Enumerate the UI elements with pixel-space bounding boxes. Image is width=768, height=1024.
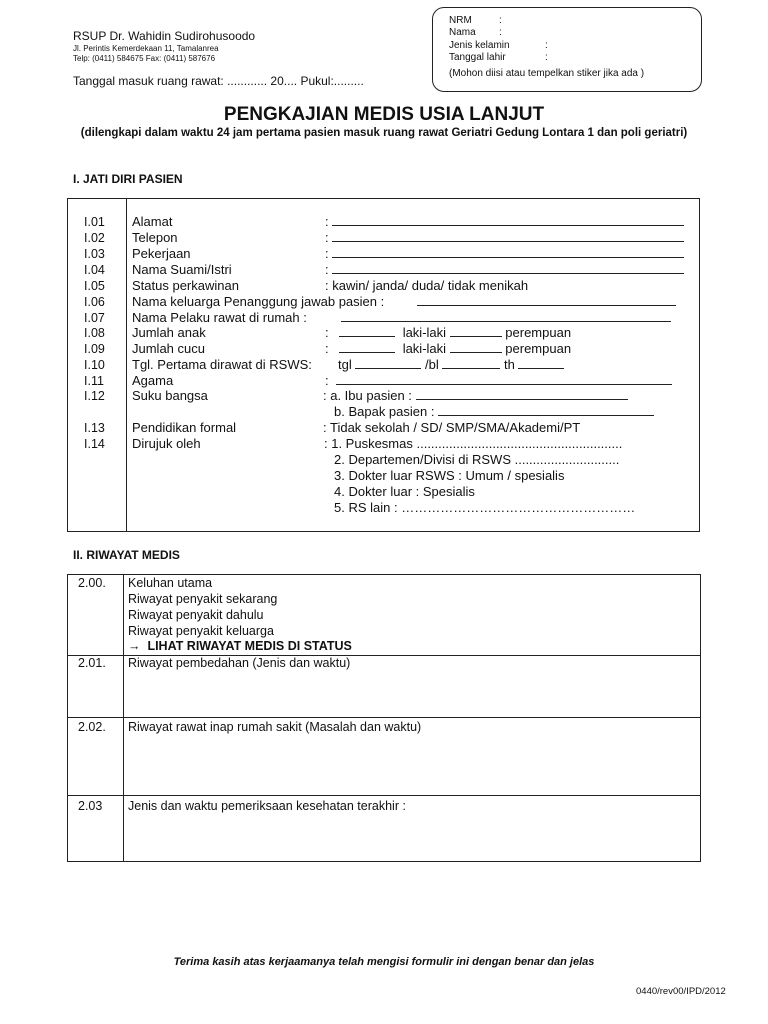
jenis-kelamin-label: Jenis kelamin bbox=[449, 40, 510, 51]
keluhan-utama: Keluhan utama bbox=[128, 576, 213, 590]
hospital-phone: Telp: (0411) 584675 Fax: (0411) 587676 bbox=[73, 54, 216, 63]
hospital-name: RSUP Dr. Wahidin Sudirohusoodo bbox=[73, 29, 256, 43]
document-number: 0440/rev00/IPD/2012 bbox=[636, 986, 726, 997]
jenis-kelamin-colon: : bbox=[545, 40, 548, 51]
pemeriksaan-terakhir[interactable]: Jenis dan waktu pemeriksaan kesehatan terakhir : bbox=[128, 799, 406, 813]
agama-field[interactable]: : bbox=[325, 373, 672, 388]
nama-label: Nama bbox=[449, 27, 476, 38]
riwayat-pembedahan[interactable]: Riwayat pembedahan (Jenis dan waktu) bbox=[128, 656, 351, 670]
row-code: I.09 bbox=[84, 342, 105, 356]
penanggung-jawab-field[interactable] bbox=[417, 294, 676, 309]
suku-ibu-field[interactable]: : a. Ibu pasien : bbox=[323, 388, 628, 403]
hospital-address: Jl. Perintis Kemerdekaan 11, Tamalanrea bbox=[73, 44, 219, 53]
row-code: I.06 bbox=[84, 295, 105, 309]
suami-istri-field[interactable]: : bbox=[325, 262, 684, 277]
suami-istri-label: Nama Suami/Istri bbox=[132, 262, 232, 277]
lihat-status-note: → LIHAT RIWAYAT MEDIS DI STATUS bbox=[128, 639, 352, 653]
row-code: 2.03 bbox=[78, 799, 103, 813]
form-title: PENGKAJIAN MEDIS USIA LANJUT bbox=[223, 104, 545, 125]
alamat-field[interactable]: : bbox=[325, 214, 684, 229]
admission-date-line: Tanggal masuk ruang rawat: ............ 20.... Pukul:......... bbox=[73, 74, 364, 88]
dirujuk-option-3[interactable]: 3. Dokter luar RSWS : Umum / spesialis bbox=[334, 468, 565, 483]
dirujuk-option-4[interactable]: 4. Dokter luar : Spesialis bbox=[334, 484, 475, 499]
agama-label: Agama bbox=[132, 373, 174, 388]
jumlah-cucu-label: Jumlah cucu bbox=[132, 341, 205, 356]
row-code: 2.00. bbox=[78, 576, 106, 590]
riwayat-rawat-inap[interactable]: Riwayat rawat inap rumah sakit (Masalah dan waktu) bbox=[128, 720, 422, 734]
tanggal-lahir-colon: : bbox=[545, 52, 548, 63]
row-code: I.04 bbox=[84, 263, 105, 277]
row-code: I.07 bbox=[84, 311, 105, 325]
jumlah-cucu-field[interactable]: : laki-laki perempuan bbox=[325, 341, 572, 356]
nrm-colon: : bbox=[499, 15, 502, 26]
arrow-right-icon: → bbox=[128, 639, 141, 653]
dirujuk-option-5[interactable]: 5. RS lain : ……………………………………………… bbox=[334, 500, 636, 515]
row-code: I.02 bbox=[84, 231, 105, 245]
suku-bangsa-label: Suku bangsa bbox=[132, 388, 208, 403]
form-subtitle: (dilengkapi dalam waktu 24 jam pertama pasien masuk ruang rawat Geriatri Gedung Lontara 1 dan poli geriatri) bbox=[80, 127, 688, 139]
nama-colon: : bbox=[499, 27, 502, 38]
row-code: I.13 bbox=[84, 421, 105, 435]
pelaku-rawat-field[interactable] bbox=[341, 310, 671, 325]
dirujuk-option-2[interactable]: 2. Departemen/Divisi di RSWS ............................. bbox=[334, 452, 620, 467]
riwayat-keluarga: Riwayat penyakit keluarga bbox=[128, 624, 274, 638]
row-code: I.12 bbox=[84, 389, 105, 403]
pelaku-rawat-label: Nama Pelaku rawat di rumah : bbox=[132, 310, 307, 325]
dirujuk-label: Dirujuk oleh bbox=[132, 436, 201, 451]
telepon-label: Telepon bbox=[132, 230, 178, 245]
row-code: I.01 bbox=[84, 215, 105, 229]
row-code: I.14 bbox=[84, 437, 105, 451]
row-code: I.05 bbox=[84, 279, 105, 293]
telepon-field[interactable]: : bbox=[325, 230, 684, 245]
row-code: 2.01. bbox=[78, 656, 106, 670]
status-perkawinan-label: Status perkawinan bbox=[132, 278, 239, 293]
pekerjaan-label: Pekerjaan bbox=[132, 246, 191, 261]
tgl-dirawat-label: Tgl. Pertama dirawat di RSWS: bbox=[132, 357, 312, 372]
patient-sticker-box[interactable] bbox=[432, 7, 702, 92]
jumlah-anak-label: Jumlah anak bbox=[132, 325, 206, 340]
pendidikan-options[interactable]: : Tidak sekolah / SD/ SMP/SMA/Akademi/PT bbox=[323, 420, 581, 435]
tanggal-lahir-label: Tanggal lahir bbox=[449, 52, 506, 63]
row-code: I.10 bbox=[84, 358, 105, 372]
row-code: I.11 bbox=[84, 374, 104, 388]
dirujuk-option-1[interactable]: : 1. Puskesmas ......................................................... bbox=[324, 436, 623, 451]
sticker-note: (Mohon diisi atau tempelkan stiker jika ada ) bbox=[449, 68, 645, 79]
tgl-dirawat-field[interactable]: tgl /bl th bbox=[338, 357, 564, 372]
nrm-label: NRM bbox=[449, 15, 472, 26]
row-code: I.03 bbox=[84, 247, 105, 261]
row-code: 2.02. bbox=[78, 720, 106, 734]
section-2-heading: II. RIWAYAT MEDIS bbox=[73, 548, 180, 562]
riwayat-dahulu: Riwayat penyakit dahulu bbox=[128, 608, 264, 622]
suku-bapak-field[interactable]: b. Bapak pasien : bbox=[334, 404, 654, 419]
section-1-heading: I. JATI DIRI PASIEN bbox=[73, 172, 183, 186]
riwayat-sekarang: Riwayat penyakit sekarang bbox=[128, 592, 278, 606]
jumlah-anak-field[interactable]: : laki-laki perempuan bbox=[325, 325, 572, 340]
thank-you-note: Terima kasih atas kerjaamanya telah mengisi formulir ini dengan benar dan jelas bbox=[173, 956, 595, 968]
pendidikan-label: Pendidikan formal bbox=[132, 420, 237, 435]
alamat-label: Alamat bbox=[132, 214, 173, 229]
penanggung-jawab-label: Nama keluarga Penanggung jawab pasien : bbox=[132, 294, 385, 309]
status-perkawinan-options[interactable]: : kawin/ janda/ duda/ tidak menikah bbox=[325, 278, 529, 293]
row-code: I.08 bbox=[84, 326, 105, 340]
pekerjaan-field[interactable]: : bbox=[325, 246, 684, 261]
